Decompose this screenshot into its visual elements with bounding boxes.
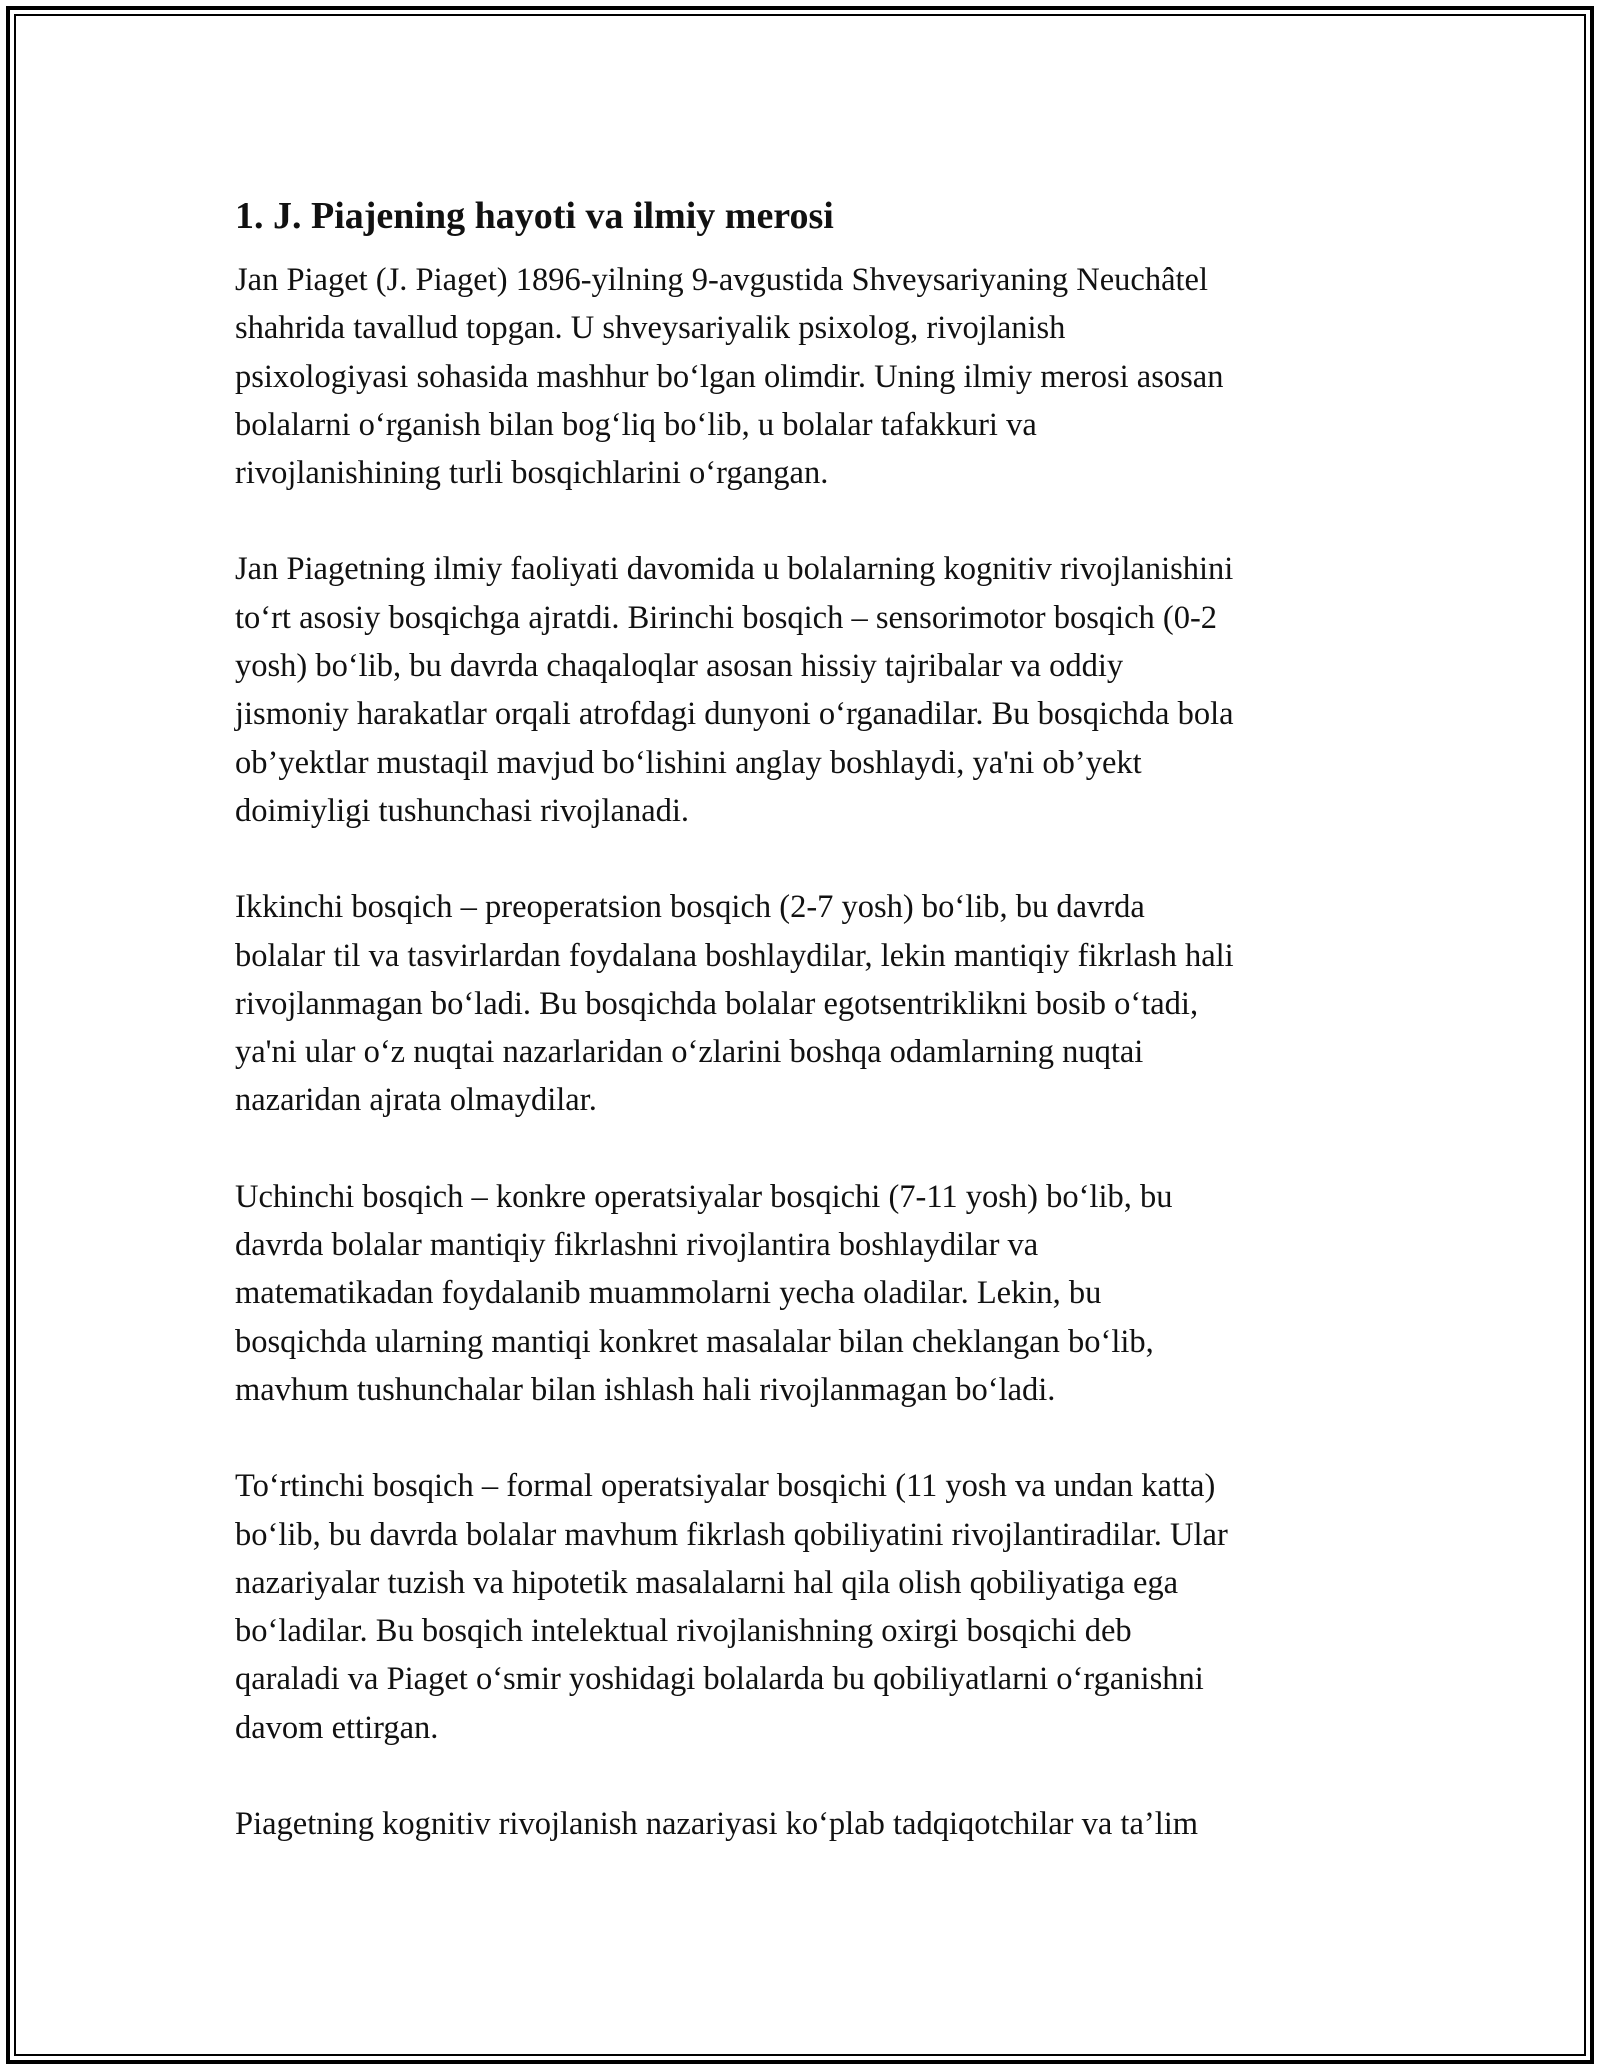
paragraph-line: yosh) boʻlib, bu davrda chaqaloqlar asosan hissiy tajribalar va oddiy: [235, 648, 1124, 685]
paragraph-line: davom ettirgan.: [235, 1709, 439, 1746]
body-paragraph: [235, 545, 1375, 835]
paragraph-line: Jan Piagetning ilmiy faoliyati davomida u bolalarning kognitiv rivojlanishini: [235, 551, 1234, 588]
paragraph-line: shahrida tavallud topgan. U shveysariyalik psixolog, rivojlanish: [235, 310, 1066, 347]
paragraph-line: davrda bolalar mantiqiy fikrlashni rivojlantira boshlaydilar va: [235, 1227, 1039, 1264]
paragraph-line: toʻrt asosiy bosqichga ajratdi. Birinchi bosqich – sensorimotor bosqich (0-2: [235, 599, 1218, 636]
paragraph-line: mavhum tushunchalar bilan ishlash hali rivojlanmagan boʻladi.: [235, 1371, 1056, 1408]
paragraph-line: matematikadan foydalanib muammolarni yecha oladilar. Lekin, bu: [235, 1275, 1102, 1312]
paragraph-line: nazariyalar tuzish va hipotetik masalalarni hal qila olish qobiliyatiga ega: [235, 1564, 1179, 1601]
paragraph-line: Ikkinchi bosqich – preoperatsion bosqich (2-7 yosh) boʻlib, bu davrda: [235, 889, 1145, 926]
paragraph-line: bolalarni oʻrganish bilan bogʻliq boʻlib, u bolalar tafakkuri va: [235, 406, 1037, 443]
paragraph-line: boʻlib, bu davrda bolalar mavhum fikrlash qobiliyatini rivojlantiradilar. Ular: [235, 1516, 1228, 1553]
paragraph-line: Toʻrtinchi bosqich – formal operatsiyalar bosqichi (11 yosh va undan katta): [235, 1468, 1216, 1505]
paragraph-line: nazaridan ajrata olmaydilar.: [235, 1082, 597, 1119]
paragraph-line: ob’yektlar mustaqil mavjud boʻlishini anglay boshlaydi, ya'ni ob’yekt: [235, 744, 1142, 781]
paragraph-line: jismoniy harakatlar orqali atrofdagi dunyoni oʻrganadilar. Bu bosqichda bola: [235, 696, 1234, 733]
body-paragraph: [235, 1800, 1375, 1848]
paragraph-line: Jan Piaget (J. Piaget) 1896-yilning 9-avgustida Shveysariyaning Neuchâtel: [235, 262, 1208, 298]
body-paragraph: [235, 1173, 1375, 1414]
paragraph-line: rivojlanishining turli bosqichlarini oʻrgangan.: [235, 455, 829, 492]
paragraph-line: psixologiyasi sohasida mashhur boʻlgan olimdir. Uning ilmiy merosi asosan: [235, 358, 1224, 395]
paragraph-line: Piagetning kognitiv rivojlanish nazariyasi koʻplab tadqiqotchilar va ta’lim: [235, 1806, 1199, 1843]
paragraph-line: doimiyligi tushunchasi rivojlanadi.: [235, 792, 690, 829]
body-paragraph: [235, 256, 1375, 497]
paragraph-line: Uchinchi bosqich – konkre operatsiyalar bosqichi (7-11 yosh) boʻlib, bu: [235, 1178, 1173, 1215]
paragraph-list: [235, 256, 1375, 1848]
body-paragraph: [235, 1462, 1375, 1752]
paragraph-line: boʻladilar. Bu bosqich intelektual rivojlanishning oxirgi bosqichi deb: [235, 1613, 1132, 1650]
paragraph-line: bolalar til va tasvirlardan foydalana boshlaydilar, lekin mantiqiy fikrlash hali: [235, 937, 1234, 974]
body-paragraph: [235, 883, 1375, 1124]
paragraph-line: qaraladi va Piaget oʻsmir yoshidagi bolalarda bu qobiliyatlarni oʻrganishni: [235, 1661, 1204, 1698]
section-heading: 1. J. Piajening hayoti va ilmiy merosi: [235, 195, 834, 237]
paragraph-line: bosqichda ularning mantiqi konkret masalalar bilan cheklangan boʻlib,: [235, 1323, 1154, 1360]
paragraph-line: ya'ni ular oʻz nuqtai nazarlaridan oʻzlarini boshqa odamlarning nuqtai: [235, 1034, 1144, 1071]
paragraph-line: rivojlanmagan boʻladi. Bu bosqichda bolalar egotsentriklikni bosib oʻtadi,: [235, 985, 1199, 1022]
document-body: [235, 180, 1375, 1896]
